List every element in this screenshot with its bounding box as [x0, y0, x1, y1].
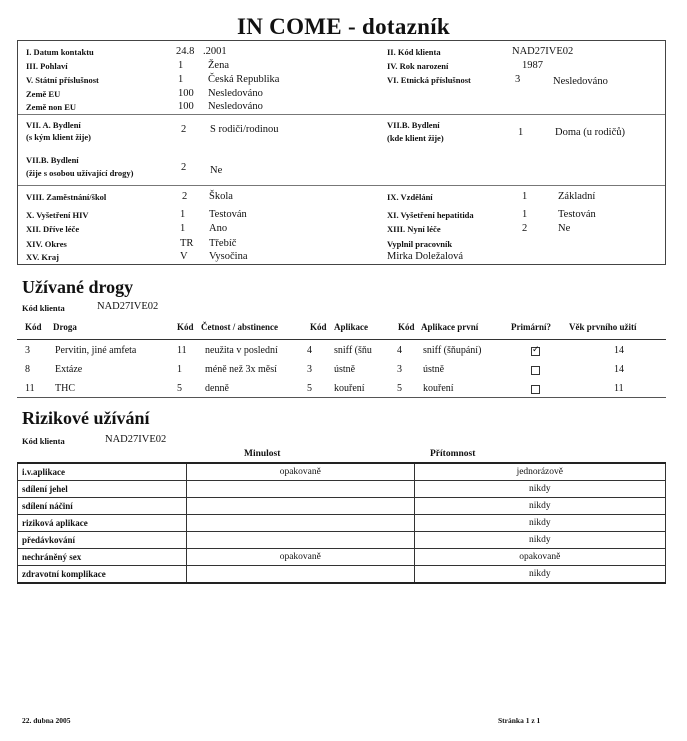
frequency-code: 11: [177, 345, 187, 356]
field-value: NAD27IVE02: [512, 46, 574, 57]
risk-row: [18, 532, 666, 549]
field-label: XV. Kraj: [26, 252, 59, 262]
application: ústně: [334, 364, 356, 375]
risk-present: nikdy: [414, 532, 665, 549]
field-value: 1987: [522, 60, 543, 71]
risk-present: opakovaně: [414, 549, 665, 566]
risk-table: [17, 462, 666, 584]
risk-past: opakovaně: [187, 463, 415, 481]
field-value: Testován: [209, 209, 247, 220]
risk-row: [18, 481, 666, 498]
housing-c-code: 2: [181, 162, 187, 173]
divider: [18, 114, 665, 115]
first-application: kouření: [423, 383, 454, 394]
risk-label: sdílení náčiní: [18, 498, 187, 515]
field-code: 24.8: [176, 46, 195, 57]
field-code: TR: [180, 238, 194, 249]
risk-label: riziková aplikace: [18, 515, 187, 532]
field-code: 1: [178, 60, 184, 71]
field-label: XIII. Nyní léče: [387, 224, 441, 234]
footer-date: 22. dubna 2005: [22, 716, 71, 725]
risk-present: nikdy: [414, 566, 665, 584]
risk-label: nechráněný sex: [18, 549, 187, 566]
application-code: 4: [307, 345, 312, 356]
field-code: 1: [180, 223, 186, 234]
frequency: neužita v poslední: [205, 345, 278, 356]
field-value: Nesledováno: [208, 101, 263, 112]
first-application: sniff (šňupání): [423, 345, 482, 356]
housing-a-label: VII. A. Bydlení: [26, 120, 81, 130]
field-value: .2001: [203, 46, 227, 57]
field-value: Česká Republika: [208, 74, 280, 85]
field-label: VI. Etnická příslušnost: [387, 75, 471, 85]
application: kouření: [334, 383, 365, 394]
field-code: 1: [180, 209, 186, 220]
field-label: I. Datum kontaktu: [26, 47, 94, 57]
field-code: 100: [178, 101, 194, 112]
col-header-freq-code: Kód: [177, 322, 194, 332]
col-header-app-code: Kód: [310, 322, 327, 332]
risk-col-past: Minulost: [244, 449, 281, 459]
risk-past: [187, 532, 415, 549]
risk-past: [187, 515, 415, 532]
frequency: denně: [205, 383, 229, 394]
housing-b-sublabel: (kde klient žije): [387, 133, 444, 143]
application-code: 3: [307, 364, 312, 375]
field-value: Nesledováno: [208, 88, 263, 99]
drugs-table-bottom-rule: [17, 397, 666, 398]
field-value: Škola: [209, 191, 233, 202]
first-use-age: 11: [614, 383, 624, 394]
frequency: méně než 3x měsí: [205, 364, 277, 375]
primary-checkbox[interactable]: [531, 366, 540, 375]
housing-c-label: VII.B. Bydlení: [26, 155, 79, 165]
housing-a-code: 2: [181, 124, 187, 135]
risk-present: jednorázově: [414, 463, 665, 481]
field-label: XIV. Okres: [26, 239, 67, 249]
col-header-primary: Primární?: [511, 322, 551, 332]
field-label: III. Pohlaví: [26, 61, 68, 71]
risk-row: [18, 515, 666, 532]
primary-checkbox[interactable]: [531, 347, 540, 356]
field-value: Třebíč: [209, 238, 237, 249]
document-title: IN COME - dotazník: [236, 14, 451, 39]
housing-a-value: S rodiči/rodinou: [210, 124, 279, 135]
drugs-client-code: NAD27IVE02: [97, 301, 159, 312]
divider: [18, 185, 665, 186]
drug-code: 11: [25, 383, 35, 394]
risk-present: nikdy: [414, 498, 665, 515]
risk-row: [18, 549, 666, 566]
application-code: 5: [307, 383, 312, 394]
risk-row: [18, 566, 666, 584]
drugs-heading: Užívané drogy: [22, 277, 134, 297]
first-application: ústně: [423, 364, 445, 375]
field-value: Ne: [558, 223, 571, 234]
field-label: XII. Dříve léče: [26, 224, 80, 234]
risk-col-present: Přítomnost: [430, 449, 476, 459]
risk-heading: Rizikové užívání: [22, 408, 150, 428]
first-application-code: 4: [397, 345, 402, 356]
col-header-drug: Droga: [53, 322, 77, 332]
risk-label: sdílení jehel: [18, 481, 187, 498]
risk-past: opakovaně: [187, 549, 415, 566]
field-value: Vysočina: [209, 251, 248, 262]
drug-name: Pervitin, jiné amfeta: [55, 345, 137, 356]
risk-row: [18, 498, 666, 515]
risk-present: nikdy: [414, 515, 665, 532]
risk-label: předávkování: [18, 532, 187, 549]
risk-client-label: Kód klienta: [22, 436, 65, 446]
application: sniff (šňu: [334, 345, 372, 356]
field-value: Žena: [208, 60, 229, 71]
field-label: IX. Vzdělání: [387, 192, 433, 202]
field-code: 1: [522, 209, 528, 220]
field-label: X. Vyšetření HIV: [26, 210, 89, 220]
frequency-code: 5: [177, 383, 182, 394]
risk-past: [187, 566, 415, 584]
risk-present: nikdy: [414, 481, 665, 498]
field-code: 100: [178, 88, 194, 99]
risk-label: zdravotní komplikace: [18, 566, 187, 584]
frequency-code: 1: [177, 364, 182, 375]
col-header-code: Kód: [25, 322, 42, 332]
field-code: 1: [178, 74, 184, 85]
drug-code: 8: [25, 364, 30, 375]
primary-checkbox[interactable]: [531, 385, 540, 394]
field-label: XI. Vyšetření hepatitida: [387, 210, 474, 220]
field-code: 1: [522, 191, 528, 202]
drugs-table-top-rule: [17, 339, 666, 340]
field-value: Testován: [558, 209, 596, 220]
field-code: 2: [522, 223, 528, 234]
housing-b-code: 1: [518, 127, 524, 138]
field-label: Země EU: [26, 89, 61, 99]
field-code: 3: [515, 74, 521, 85]
risk-past: [187, 498, 415, 515]
first-use-age: 14: [614, 345, 624, 356]
footer-page-number: Stránka 1 z 1: [498, 716, 541, 725]
drug-name: THC: [55, 383, 75, 394]
first-application-code: 5: [397, 383, 402, 394]
field-code: 2: [182, 191, 188, 202]
housing-a-sublabel: (s kým klient žije): [26, 132, 91, 142]
drug-name: Extáze: [55, 364, 83, 375]
col-header-first-use-age: Věk prvního užití: [569, 322, 637, 332]
field-label: IV. Rok narození: [387, 61, 449, 71]
risk-label: i.v.aplikace: [18, 463, 187, 481]
col-header-first-application: Aplikace první: [421, 322, 479, 332]
drugs-client-label: Kód klienta: [22, 303, 65, 313]
housing-b-value: Doma (u rodičů): [555, 127, 625, 138]
first-use-age: 14: [614, 364, 624, 375]
first-application-code: 3: [397, 364, 402, 375]
col-header-first-code: Kód: [398, 322, 415, 332]
col-header-application: Aplikace: [334, 322, 369, 332]
housing-c-sublabel: (žije s osobou užívající drogy): [26, 168, 134, 178]
field-value: Mirka Doležalová: [387, 251, 464, 262]
drug-code: 3: [25, 345, 30, 356]
housing-c-value: Ne: [210, 165, 223, 176]
field-value: Ano: [209, 223, 228, 234]
field-code: V: [180, 251, 188, 262]
risk-past: [187, 481, 415, 498]
field-label: V. Státní příslušnost: [26, 75, 99, 85]
field-label: Země non EU: [26, 102, 77, 112]
housing-b-label: VII.B. Bydlení: [387, 120, 440, 130]
field-value: Nesledováno: [553, 76, 608, 87]
risk-client-code: NAD27IVE02: [105, 434, 167, 445]
field-label: Vyplnil pracovník: [387, 239, 453, 249]
col-header-frequency: Četnost / abstinence: [201, 322, 278, 332]
field-label: VIII. Zaměstnání/škol: [26, 192, 107, 202]
field-label: II. Kód klienta: [387, 47, 441, 57]
field-value: Základní: [558, 191, 596, 202]
risk-row: [18, 463, 666, 481]
